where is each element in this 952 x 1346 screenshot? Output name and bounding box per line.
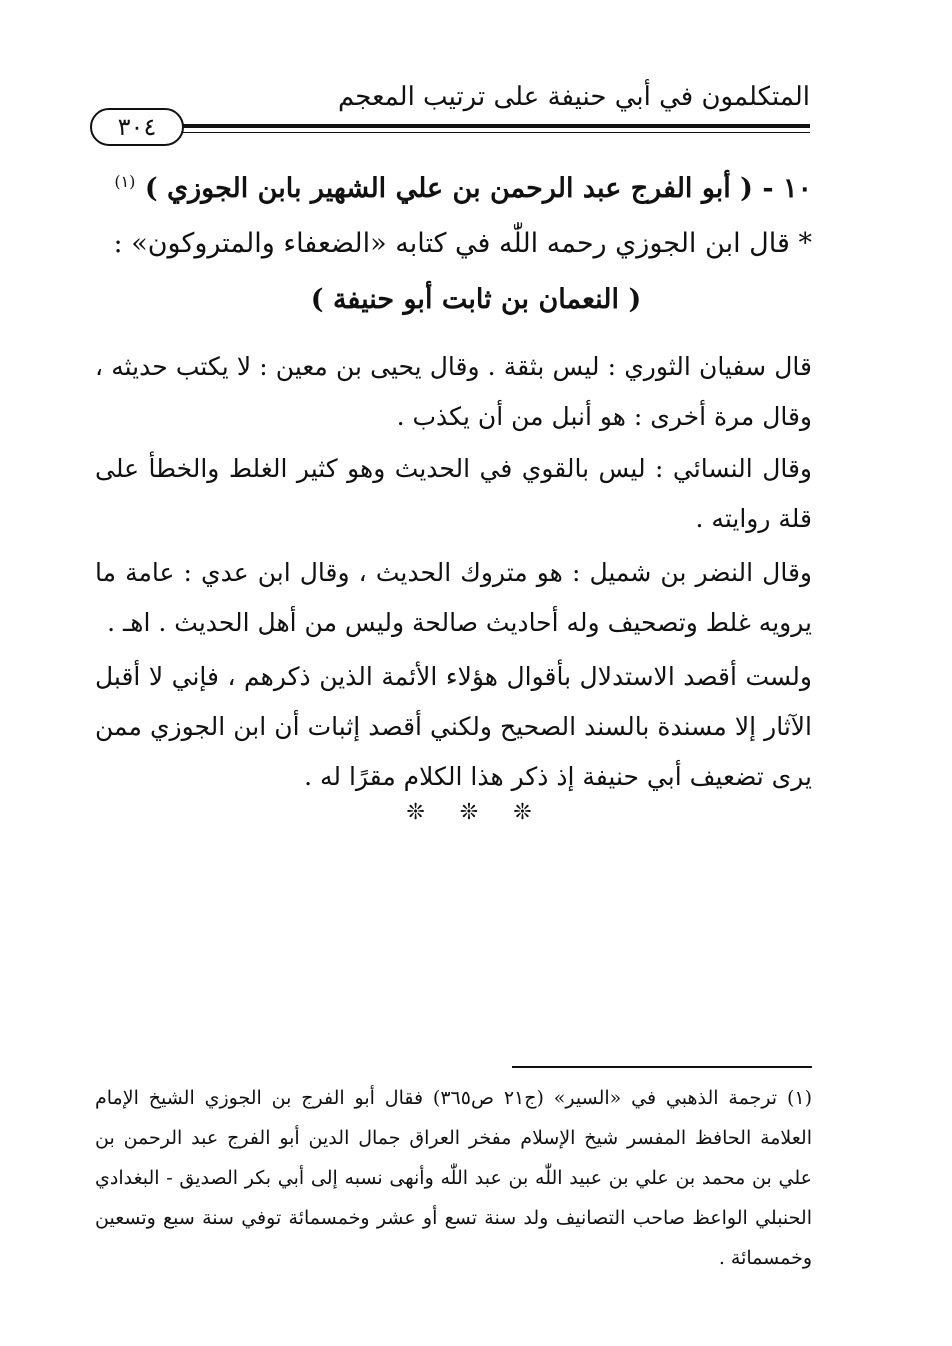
paragraph: قال سفيان الثوري : ليس بثقة . وقال يحيى بن معين : لا يكتب حديثه ، وقال مرة أخرى : هو أنبل من أن يكذب .: [95, 352, 812, 431]
intro-line: * قال ابن الجوزي رحمه اللّٰه في كتابه «الضعفاء والمتروكون» :: [113, 228, 812, 259]
header-rule-thick: [176, 124, 810, 128]
footnote-text: ترجمة الذهبي في «السير» (ج٢١ ص٣٦٥) فقال أبو الفرج بن الجوزي الشيخ الإمام العلامة الحافظ المفسر شيخ الإسلام مفخر العراق جمال الدين أبو الفرج عبد الرحمن بن علي بن محمد بن علي بن عبيد اللّٰه بن عبد اللّٰه وأنهى نسبه إلى أبي بكر الصديق - البغدادي الحنبلي الواعظ صاحب التصانيف ولد سنة تسع أو عشر وخمسمائة توفي سنة سبع وتسعين وخمسمائة .: [95, 1087, 812, 1269]
entry-title: ( أبو الفرج عبد الرحمن بن علي الشهير بابن الجوزي ): [144, 173, 753, 204]
page-number: ٣٠٤: [90, 108, 184, 146]
paragraph: ولست أقصد الاستدلال بأقوال هؤلاء الأئمة الذين ذكرهم ، فإني لا أقبل الآثار إلا مسندة بالسند الصحيح ولكني أقصد إثبات أن ابن الجوزي ممن يرى تضعيف أبي حنيفة إذ ذكر هذا الكلام مقرًا له .: [95, 662, 812, 791]
subheading: ( النعمان بن ثابت أبو حنيفة ): [310, 284, 642, 315]
entry-number: ١٠ -: [762, 173, 812, 204]
header-rule-thin: [176, 132, 810, 133]
section-separator: ❊ ❊ ❊: [406, 800, 546, 825]
page-header: [90, 80, 810, 150]
footnote-marker: (١): [786, 1087, 813, 1109]
entry-heading: [95, 172, 812, 204]
footnote-rule: [512, 1066, 812, 1068]
footnote: [95, 1078, 812, 1278]
entry-footnote-marker: (١): [114, 172, 136, 191]
paragraph: وقال النسائي : ليس بالقوي في الحديث وهو كثير الغلط والخطأ على قلة روايته .: [95, 454, 812, 533]
running-title: المتكلمون في أبي حنيفة على ترتيب المعجم: [337, 82, 810, 112]
paragraph: وقال النضر بن شميل : هو متروك الحديث ، وقال ابن عدي : عامة ما يرويه غلط وتصحيف وله أحاديث صالحة وليس من أهل الحديث . اهـ .: [95, 558, 812, 637]
